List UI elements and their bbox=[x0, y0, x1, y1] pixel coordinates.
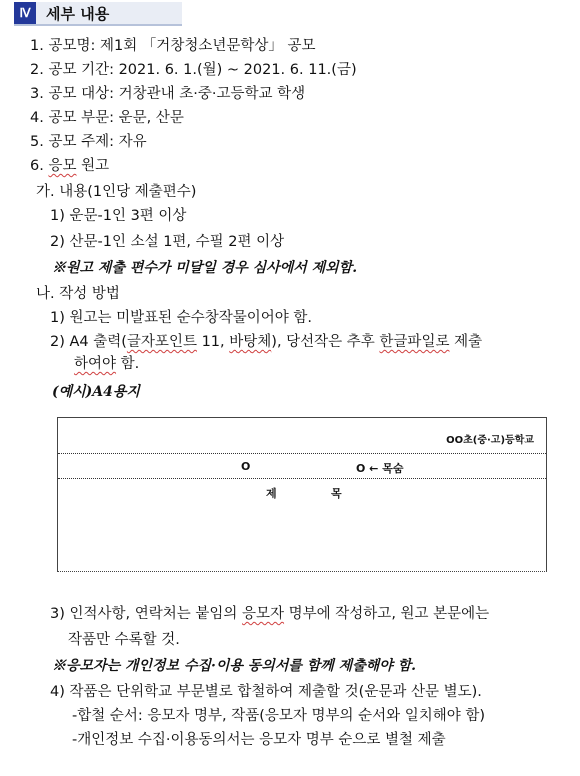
item-6-number: 6. bbox=[30, 158, 49, 174]
text-part: 3) 인적사항, 연락처는 붙임의 bbox=[50, 606, 243, 622]
item-3: 3. 공모 대상: 거창관내 초·중·고등학교 학생 bbox=[30, 86, 306, 102]
text-part: ), 당선작은 추후 bbox=[271, 334, 380, 350]
sub-na-line-2-cont bbox=[74, 354, 139, 374]
sub-ga-line-2: 2) 산문-1인 소설 1편, 수필 2편 이상 bbox=[50, 234, 285, 250]
text-part: 제출 bbox=[449, 334, 483, 350]
text-part: 2) A4 출력( bbox=[50, 334, 127, 350]
item-5: 5. 공모 주제: 자유 bbox=[30, 134, 147, 150]
sub-na-line-4b: -개인정보 수집·이용동의서는 응모자 명부 순으로 별철 제출 bbox=[72, 732, 446, 748]
dotted-divider bbox=[58, 478, 546, 479]
a4-example-form bbox=[57, 417, 547, 572]
text-part: 11, bbox=[196, 334, 230, 350]
title-label-right: 목 bbox=[331, 487, 342, 500]
text-part: 응모자 bbox=[242, 606, 285, 622]
placeholder-circle: O bbox=[241, 460, 251, 473]
sub-na-line-4: 4) 작품은 단위학교 부문별로 합철하여 제출할 것(운문과 산문 별도). bbox=[50, 684, 482, 700]
sub-na-line-3 bbox=[50, 604, 489, 624]
sub-na-line-1: 1) 원고는 미발표된 순수창작물이어야 함. bbox=[50, 310, 313, 326]
item-6 bbox=[30, 156, 109, 176]
placeholder-circle-arrow: O ← 목숨 bbox=[356, 462, 404, 475]
item-6-word: 응모 bbox=[48, 158, 77, 174]
dotted-divider bbox=[58, 453, 546, 454]
consent-note: ※응모자는 개인정보 수집·이용 동의서를 함께 제출해야 함. bbox=[52, 658, 417, 674]
text-part: 하여야 bbox=[74, 356, 117, 372]
example-label: (예시)A4용지 bbox=[52, 384, 140, 400]
text-part: 명부에 작성하고, 원고 본문에는 bbox=[284, 606, 490, 622]
title-label-left: 제 bbox=[266, 487, 277, 500]
sub-ga-line-1: 1) 운문-1인 3편 이상 bbox=[50, 208, 187, 224]
sub-ga-title: 가. 내용(1인당 제출편수) bbox=[36, 184, 197, 200]
item-1: 1. 공모명: 제1회 「거창청소년문학상」 공모 bbox=[30, 38, 316, 54]
sub-na-line-4a: -합철 순서: 응모자 명부, 작품(응모자 명부의 순서와 일치해야 함) bbox=[72, 708, 486, 724]
item-4: 4. 공모 부문: 운문, 산문 bbox=[30, 110, 184, 126]
item-6-rest: 원고 bbox=[76, 158, 110, 174]
sub-na-line-3-cont: 작품만 수록할 것. bbox=[68, 632, 180, 648]
sub-na-line-2 bbox=[50, 332, 482, 352]
section-header bbox=[14, 2, 182, 26]
section-title: 세부 내용 bbox=[46, 5, 110, 23]
text-part: 글자포인트 bbox=[126, 334, 197, 350]
school-name: OO초(중·고)등학교 bbox=[446, 435, 534, 446]
text-part: 바탕체 bbox=[229, 334, 272, 350]
item-2: 2. 공모 기간: 2021. 6. 1.(월) ~ 2021. 6. 11.(금) bbox=[30, 62, 357, 78]
text-part: 함. bbox=[116, 356, 140, 372]
text-part: 한글파일로 bbox=[379, 334, 450, 350]
sub-na-title: 나. 작성 방법 bbox=[36, 286, 120, 302]
sub-ga-note: ※원고 제출 편수가 미달일 경우 심사에서 제외함. bbox=[52, 260, 358, 276]
section-number-badge: Ⅳ bbox=[14, 2, 36, 24]
